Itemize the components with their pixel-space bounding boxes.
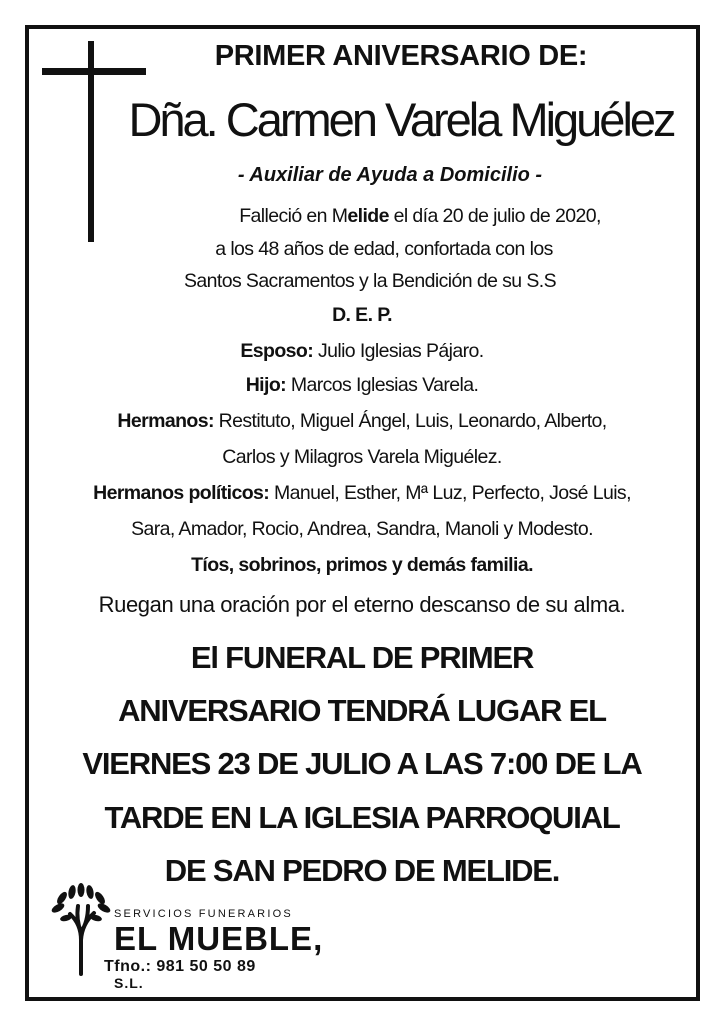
death-line-1 bbox=[120, 205, 720, 228]
inlaws-label: Hermanos políticos: bbox=[93, 482, 270, 504]
deceased-name: Dña. Carmen Varela Miguélez bbox=[128, 93, 674, 146]
death-line-1-post: el día 20 de julio de 2020, bbox=[388, 205, 601, 227]
funeral-line-5: DE SAN PEDRO DE MELIDE. bbox=[164, 853, 560, 888]
siblings-line-2: Carlos y Milagros Varela Miguélez. bbox=[222, 446, 502, 468]
spouse-line bbox=[0, 340, 724, 363]
death-place: elide bbox=[347, 205, 389, 227]
company-logo bbox=[48, 880, 328, 991]
funeral-line-2: ANIVERSARIO TENDRÁ LUGAR EL bbox=[118, 693, 606, 728]
funeral-line-4: TARDE EN LA IGLESIA PARROQUIAL bbox=[104, 800, 620, 835]
other-family: Tíos, sobrinos, primos y demás familia. bbox=[191, 554, 533, 576]
funeral-line-1: El FUNERAL DE PRIMER bbox=[190, 640, 534, 675]
company-name-text: EL MUEBLE, bbox=[114, 920, 324, 957]
son-line bbox=[0, 374, 724, 397]
siblings-line-1 bbox=[0, 410, 724, 433]
son-name: Marcos Iglesias Varela. bbox=[286, 374, 479, 396]
occupation: - Auxiliar de Ayuda a Domicilio - bbox=[237, 164, 543, 186]
company-phone: Tfno.: 981 50 50 89 bbox=[104, 958, 256, 975]
inlaws-names-1: Manuel, Esther, Mª Luz, Perfecto, José Luis, bbox=[269, 482, 631, 504]
death-line-3: Santos Sacramentos y la Bendición de su S.S bbox=[183, 270, 556, 292]
death-line-2: a los 48 años de edad, confortada con los bbox=[215, 238, 553, 260]
company-suffix: S.L. bbox=[114, 975, 144, 991]
siblings-names-1: Restituto, Miguel Ángel, Luis, Leonardo, Alberto, bbox=[213, 410, 607, 432]
son-label: Hijo: bbox=[245, 374, 287, 396]
funeral-line-3: VIERNES 23 DE JULIO A LAS 7:00 DE LA bbox=[82, 746, 642, 781]
inlaws-line-1 bbox=[0, 482, 724, 505]
spouse-label: Esposo: bbox=[240, 340, 314, 362]
company-subtitle: SERVICIOS FUNERARIOS bbox=[114, 908, 293, 920]
inlaws-line-2: Sara, Amador, Rocio, Andrea, Sandra, Manoli y Modesto. bbox=[131, 518, 593, 540]
anniversary-title: PRIMER ANIVERSARIO DE: bbox=[214, 40, 588, 72]
dep: D. E. P. bbox=[332, 304, 392, 326]
death-line-1-pre: Falleció en M bbox=[239, 205, 348, 227]
siblings-label: Hermanos: bbox=[117, 410, 214, 432]
spouse-name: Julio Iglesias Pájaro. bbox=[313, 340, 484, 362]
prayer-request: Ruegan una oración por el eterno descanso de su alma. bbox=[98, 592, 626, 617]
